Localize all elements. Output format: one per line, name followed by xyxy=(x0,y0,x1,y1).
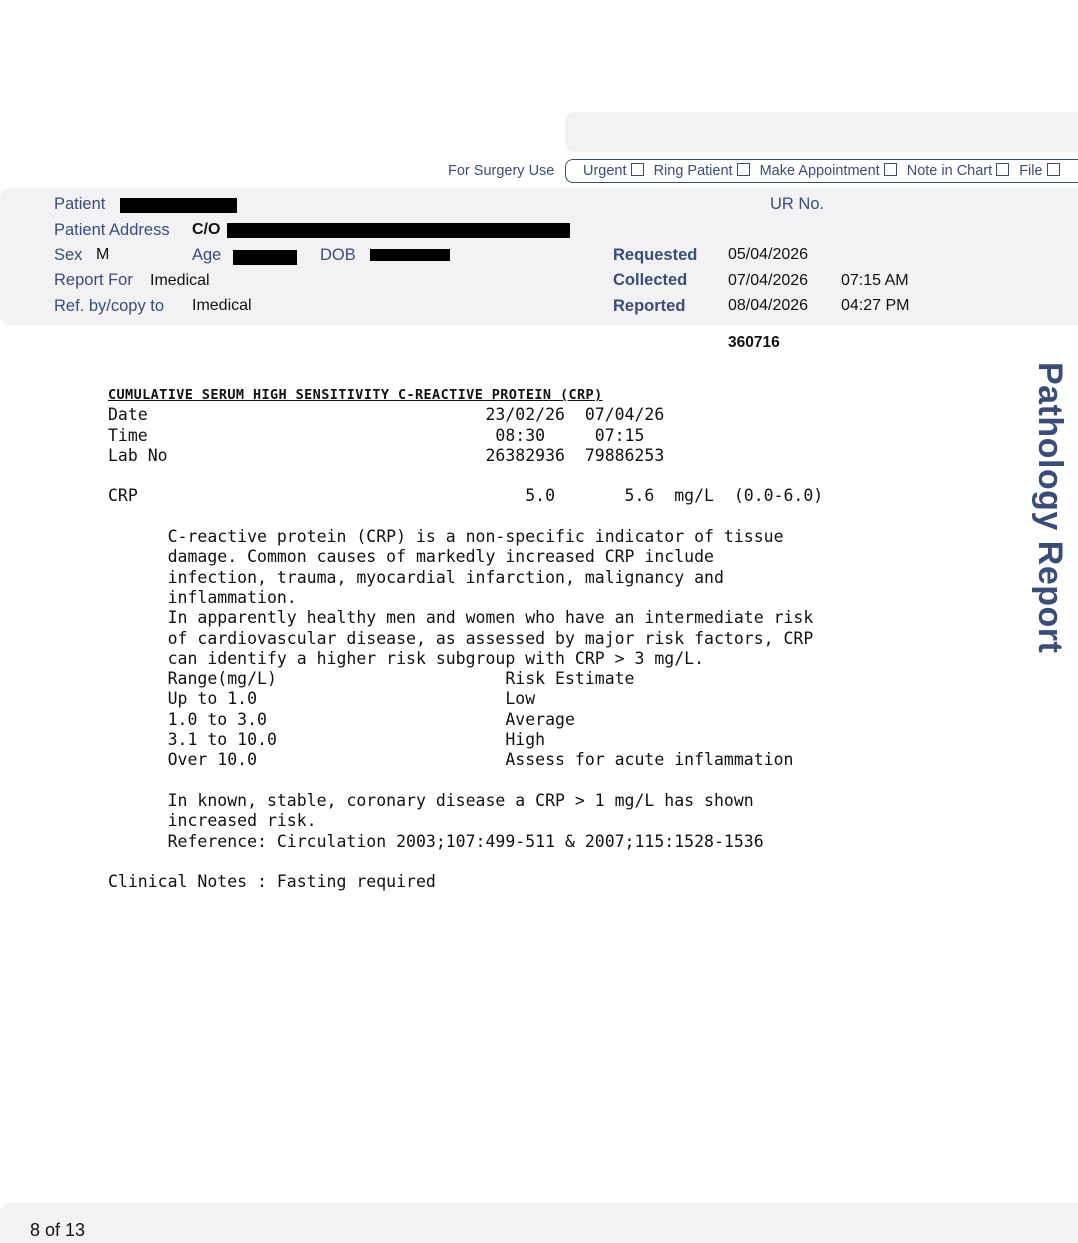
ur-number-label: UR No. xyxy=(770,195,825,213)
report-body: Date 23/02/26 07/04/26 Time 08:30 07:15 Lab No 26382936 79886253 CRP 5.0 5.6 mg/L (0.0-6.0) C-reactive protein (CRP) is a non-specific indicator of tissue damage. Common causes of markedly increased CRP include infection, trauma, myocardial infarction, malignancy and inflammation. In apparently healthy men and women who have an intermediate risk of cardiovascular disease, as assessed by major risk factors, CRP can identify a higher risk subgroup with CRP > 3 mg/L. Range(mg/L) Risk Estimate Up to 1.0 Low 1.0 to 3.0 Average 3.1 to 10.0 High Over 10.0 Assess for acute inflammation In known, stable, coronary disease a CRP > 1 mg/L has shown increased risk. Reference: Circulation 2003;107:499-511 & 2007;115:1528-1536 Clinical Notes : Fasting required xyxy=(108,405,824,892)
flag-ring-patient[interactable]: Ring Patient xyxy=(654,160,750,182)
patient-address-label: Patient Address xyxy=(54,221,170,239)
note-in-chart-checkbox[interactable] xyxy=(996,163,1009,176)
collected-label: Collected xyxy=(613,271,688,289)
urgent-checkbox[interactable] xyxy=(631,163,644,176)
dob-label: DOB xyxy=(320,246,356,264)
address-prefix: C/O xyxy=(192,221,221,238)
age-label: Age xyxy=(192,246,222,264)
flag-file[interactable]: File xyxy=(1019,160,1059,182)
age-redaction xyxy=(233,250,297,265)
top-blank-panel xyxy=(565,112,1078,152)
report-for-value: Imedical xyxy=(150,272,210,289)
reported-label: Reported xyxy=(613,297,686,315)
page-number: 8 of 13 xyxy=(30,1220,86,1240)
sex-value: M xyxy=(96,246,110,263)
requested-label: Requested xyxy=(613,246,698,264)
address-redaction xyxy=(227,223,570,238)
reported-date: 08/04/2026 xyxy=(728,297,809,314)
sex-label: Sex xyxy=(54,246,83,264)
flag-make-appointment[interactable]: Make Appointment xyxy=(760,160,897,182)
make-appointment-checkbox[interactable] xyxy=(884,163,897,176)
flag-note-in-chart[interactable]: Note in Chart xyxy=(907,160,1009,182)
reported-time: 04:27 PM xyxy=(841,297,910,314)
surgery-flags-bar xyxy=(565,159,1078,183)
patient-name-redaction xyxy=(120,198,237,213)
ref-copy-value: Imedical xyxy=(192,297,252,314)
collected-time: 07:15 AM xyxy=(841,272,909,289)
side-title: Pathology Report xyxy=(1031,362,1069,654)
requested-date: 05/04/2026 xyxy=(728,246,809,263)
dob-redaction xyxy=(370,249,450,261)
flag-urgent[interactable]: Urgent xyxy=(583,160,644,182)
collected-date: 07/04/2026 xyxy=(728,272,809,289)
ref-copy-label: Ref. by/copy to xyxy=(54,297,165,315)
report-number: 360716 xyxy=(728,334,780,351)
footer-bar xyxy=(0,1203,1078,1243)
report-content xyxy=(108,384,823,892)
patient-label: Patient xyxy=(54,195,106,213)
report-for-label: Report For xyxy=(54,271,133,289)
surgery-use-label: For Surgery Use xyxy=(448,163,555,179)
file-checkbox[interactable] xyxy=(1047,163,1060,176)
report-title: CUMULATIVE SERUM HIGH SENSITIVITY C-REACTIVE PROTEIN (CRP) xyxy=(108,387,603,403)
ring-patient-checkbox[interactable] xyxy=(737,163,750,176)
